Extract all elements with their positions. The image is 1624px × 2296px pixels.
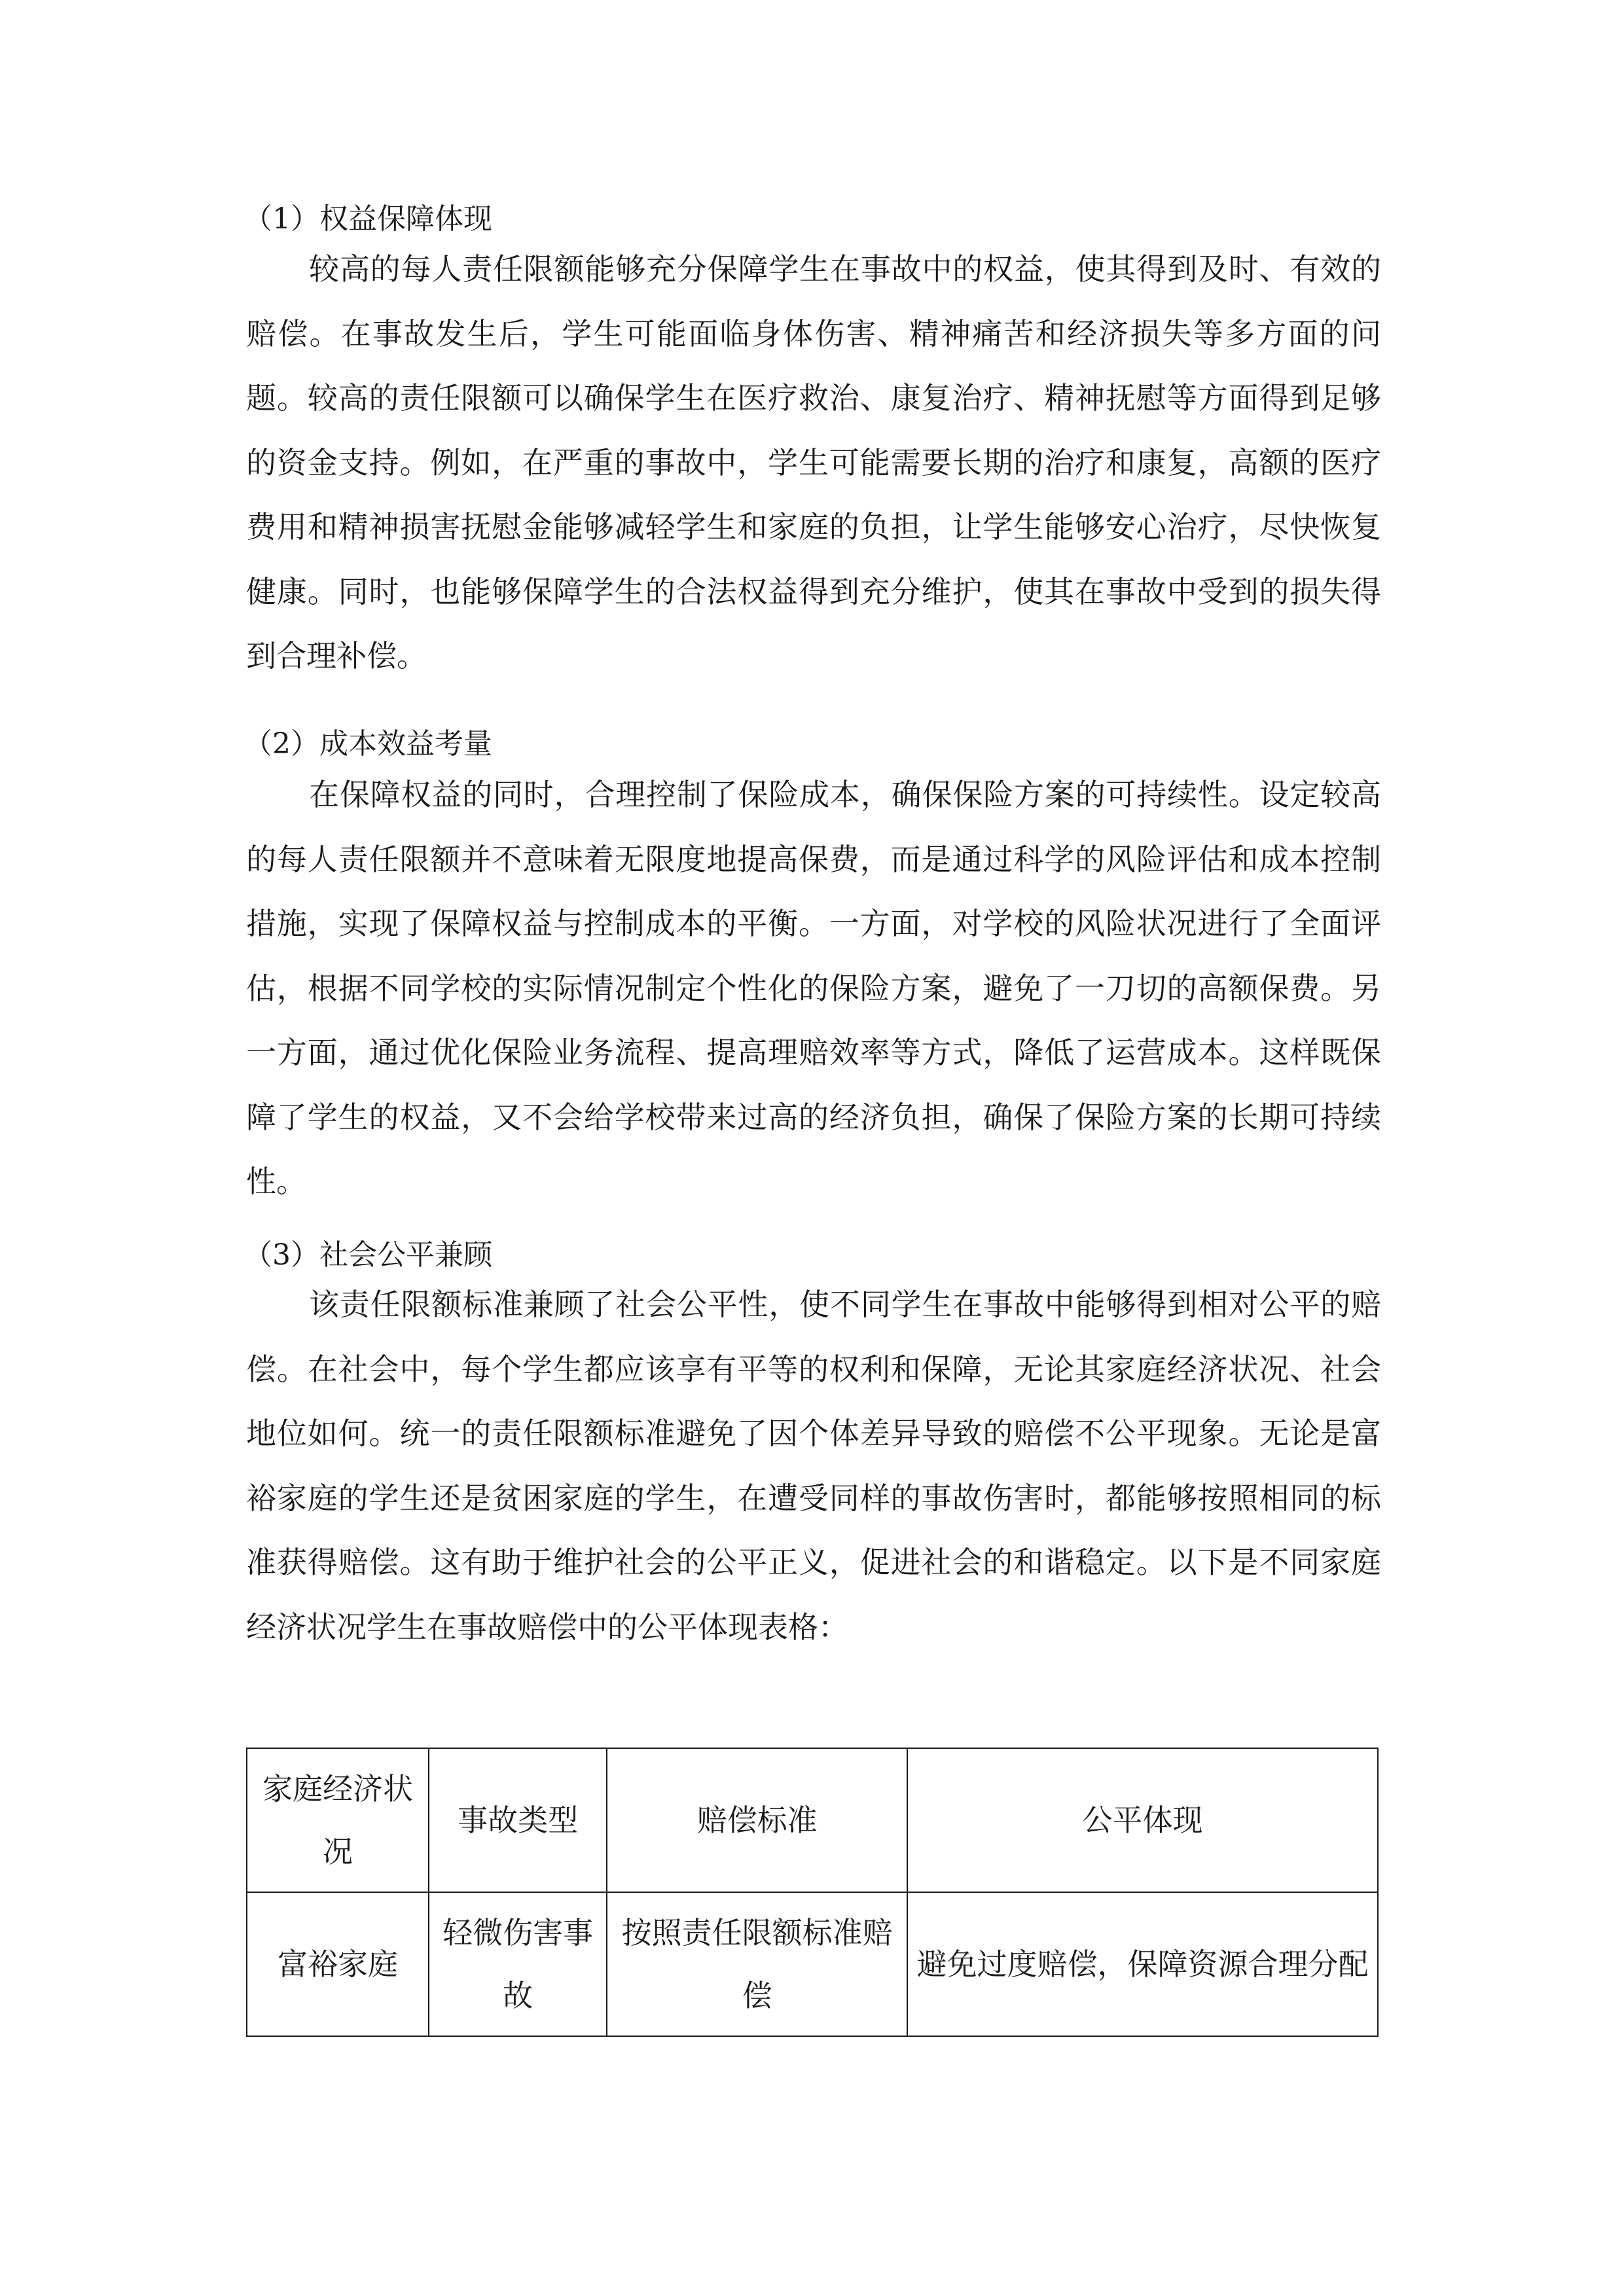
table-cell: 按照责任限额标准赔偿: [607, 1892, 907, 2036]
section-heading-3: （3）社会公平兼顾: [244, 1238, 492, 1272]
section-paragraph-1: 较高的每人责任限额能够充分保障学生在事故中的权益，使其得到及时、有效的赔偿。在事故发生后，学生可能面临身体伤害、精神痛苦和经济损失等多方面的问题。较高的责任限额可以确保学生在医疗救治、康复治疗、精神抚慰等方面得到足够的资金支持。例如，在严重的事故中，学生可能需要长期的治疗和康复，高额的医疗费用和精神损害抚慰金能够减轻学生和家庭的负担，让学生能够安心治疗，尽快恢复健康。同时，也能够保障学生的合法权益得到充分维护，使其在事故中受到的损失得到合理补偿。: [246, 251, 1381, 673]
table-cell: 轻微伤害事故: [429, 1892, 607, 2036]
table-cell: 避免过度赔偿，保障资源合理分配: [907, 1892, 1378, 2036]
table-header-row: [247, 1748, 1378, 1892]
section-heading-1: （1）权益保障体现: [244, 202, 492, 236]
table-cell: 富裕家庭: [247, 1892, 429, 2036]
section-paragraph-3: 该责任限额标准兼顾了社会公平性，使不同学生在事故中能够得到相对公平的赔偿。在社会中，每个学生都应该享有平等的权利和保障，无论其家庭经济状况、社会地位如何。统一的责任限额标准避免了因个体差异导致的赔偿不公平现象。无论是富裕家庭的学生还是贫困家庭的学生，在遭受同样的事故伤害时，都能够按照相同的标准获得赔偿。这有助于维护社会的公平正义，促进社会的和谐稳定。以下是不同家庭经济状况学生在事故赔偿中的公平体现表格：: [246, 1287, 1381, 1645]
table-header-cell: 事故类型: [429, 1748, 607, 1892]
table-row: [247, 1892, 1378, 2036]
table-header-cell: 公平体现: [907, 1748, 1378, 1892]
table-header-cell: 赔偿标准: [607, 1748, 907, 1892]
section-heading-2: （2）成本效益考量: [244, 727, 492, 761]
table-header-cell: 家庭经济状况: [247, 1748, 429, 1892]
section-paragraph-2: 在保障权益的同时，合理控制了保险成本，确保保险方案的可持续性。设定较高的每人责任限额并不意味着无限度地提高保费，而是通过科学的风险评估和成本控制措施，实现了保障权益与控制成本的平衡。一方面，对学校的风险状况进行了全面评估，根据不同学校的实际情况制定个性化的保险方案，避免了一刀切的高额保费。另一方面，通过优化保险业务流程、提高理赔效率等方式，降低了运营成本。这样既保障了学生的权益，又不会给学校带来过高的经济负担，确保了保险方案的长期可持续性。: [246, 777, 1381, 1199]
fairness-table: [246, 1748, 1379, 2037]
